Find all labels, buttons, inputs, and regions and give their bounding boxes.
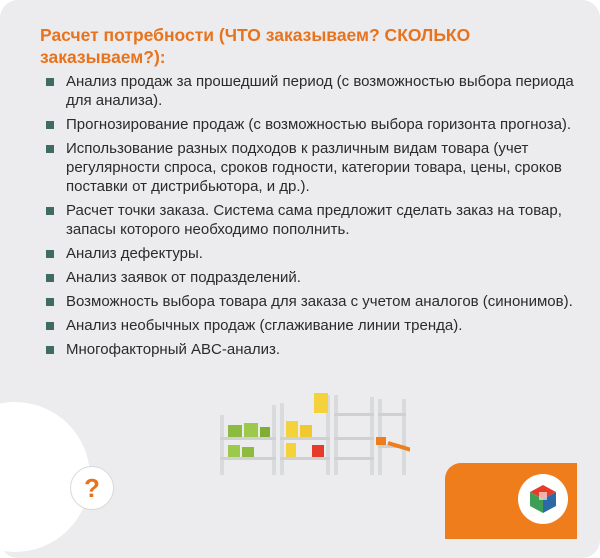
help-button[interactable] bbox=[70, 466, 114, 510]
list-item bbox=[46, 201, 576, 239]
page-title: Расчет потребности (ЧТО заказываем? СКОЛЬКО заказываем?): bbox=[40, 25, 471, 67]
warehouse-shelves-illustration bbox=[210, 385, 410, 477]
list-item-text: Прогнозирование продаж (с возможностью выбора горизонта прогноза). bbox=[66, 116, 572, 133]
list-item bbox=[46, 268, 576, 287]
bullet-icon bbox=[46, 250, 54, 258]
list-item-text: Анализ дефектуры. bbox=[66, 245, 203, 262]
list-item bbox=[46, 139, 576, 196]
cube-logo-icon[interactable] bbox=[518, 474, 568, 524]
list-item-text: Анализ необычных продаж (сглаживание линии тренда). bbox=[66, 317, 463, 334]
list-item-text: Анализ продаж за прошедший период (с возможностью выбора периода для анализа). bbox=[66, 73, 574, 109]
bullet-icon bbox=[46, 298, 54, 306]
bullet-icon bbox=[46, 207, 54, 215]
feature-list bbox=[46, 72, 576, 364]
list-item bbox=[46, 72, 576, 110]
list-item bbox=[46, 340, 576, 359]
bullet-icon bbox=[46, 121, 54, 129]
list-item-text: Использование разных подходов к различным видам товара (учет регулярности спроса, сроков годности, категории товара, цены, сроков поставки от дистрибьютора, и др.). bbox=[66, 140, 562, 195]
cube-logo-graphic bbox=[526, 482, 560, 516]
list-item bbox=[46, 115, 576, 134]
question-icon: ? bbox=[84, 472, 100, 503]
list-item bbox=[46, 244, 576, 263]
bullet-icon bbox=[46, 346, 54, 354]
list-item bbox=[46, 292, 576, 311]
list-item bbox=[46, 316, 576, 335]
bullet-icon bbox=[46, 274, 54, 282]
list-item-text: Возможность выбора товара для заказа с учетом аналогов (синонимов). bbox=[66, 293, 573, 310]
list-item-text: Многофакторный ABC-анализ. bbox=[66, 341, 280, 358]
bullet-icon bbox=[46, 78, 54, 86]
list-item-text: Расчет точки заказа. Система сама предложит сделать заказ на товар, запасы которого необходимо пополнить. bbox=[66, 202, 562, 238]
bullet-icon bbox=[46, 322, 54, 330]
list-item-text: Анализ заявок от подразделений. bbox=[66, 269, 301, 286]
bullet-icon bbox=[46, 145, 54, 153]
